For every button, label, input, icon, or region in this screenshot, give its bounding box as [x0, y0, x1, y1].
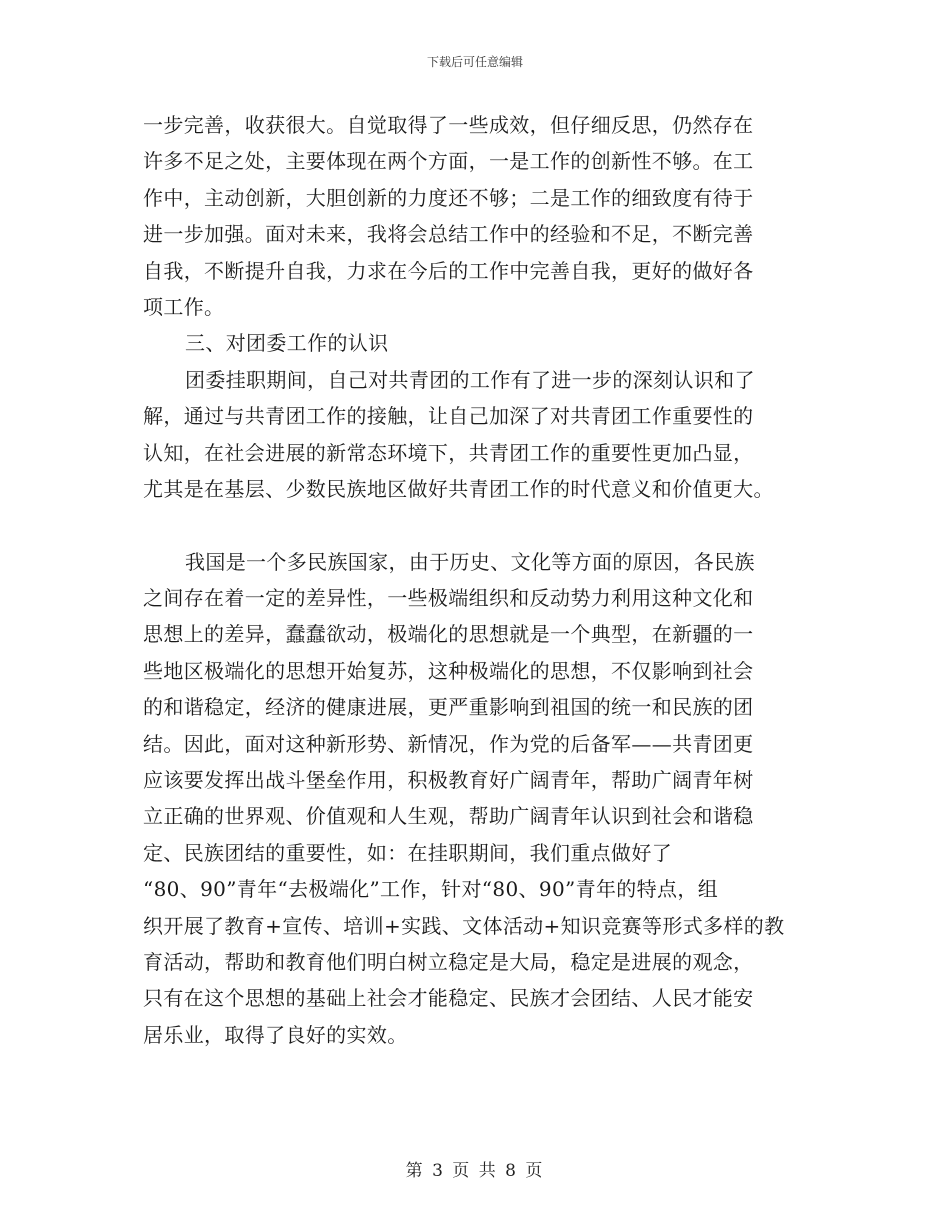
text-line: 项工作。: [143, 294, 225, 319]
text-line: 许多不足之处，主要体现在两个方面，一是工作的创新性不够。在工: [143, 149, 754, 174]
page-header: 下载后可任意编辑: [426, 55, 523, 69]
paragraph-gap: [143, 507, 813, 543]
text-line: 之间存在着一定的差异性，一些极端组织和反动势力利用这种文化和: [143, 586, 754, 611]
text-line: 只有在这个思想的基础上社会才能稳定、民族才会团结、人民才能安: [143, 986, 754, 1011]
text-line: 思想上的差异，蠢蠢欲动，极端化的思想就是一个典型，在新疆的一: [143, 622, 754, 647]
text-line: 进一步加强。面对未来，我将会总结工作中的经验和不足，不断完善: [143, 222, 754, 247]
text-line: 织开展了教育+宣传、培训+实践、文体活动+知识竞赛等形式多样的教: [143, 913, 785, 938]
text-line: 育活动，帮助和教育他们明白树立稳定是大局，稳定是进展的观念，: [143, 949, 754, 974]
text-line: 认知，在社会进展的新常态环境下，共青团工作的重要性更加凸显，: [143, 440, 754, 465]
section-heading: 三、对团委工作的认识: [185, 331, 389, 356]
text-line: 定、民族团结的重要性，如：在挂职期间，我们重点做好了: [143, 840, 673, 865]
text-line: 一步完善，收获很大。自觉取得了一些成效，但仔细反思，仍然存在: [143, 113, 754, 137]
text-line: 团委挂职期间，自己对共青团的工作有了进一步的深刻认识和了: [185, 367, 755, 392]
text-line: 自我，不断提升自我，力求在今后的工作中完善自我，更好的做好各: [143, 258, 754, 283]
text-line: 立正确的世界观、价值观和人生观，帮助广阔青年认识到社会和谐稳: [143, 804, 754, 829]
text-line: 我国是一个多民族国家，由于历史、文化等方面的原因，各民族: [185, 549, 755, 574]
text-line: 解，通过与共青团工作的接触，让自己加深了对共青团工作重要性的: [143, 404, 754, 429]
text-line: “80、90”青年“去极端化”工作，针对“80、90”青年的特点，组: [143, 877, 719, 902]
text-line: 应该要发挥出战斗堡垒作用，积极教育好广阔青年，帮助广阔青年树: [143, 768, 754, 793]
text-line: 结。因此，面对这种新形势、新情况，作为党的后备军——共青团更: [143, 731, 754, 756]
text-line: 的和谐稳定，经济的健康进展，更严重影响到祖国的统一和民族的团: [143, 695, 754, 720]
text-line: 些地区极端化的思想开始复苏，这种极端化的思想，不仅影响到社会: [143, 658, 754, 683]
document-body: [143, 107, 813, 1053]
text-line: 尤其是在基层、少数民族地区做好共青团工作的时代意义和价值更大。: [143, 476, 774, 501]
text-line: 作中，主动创新，大胆创新的力度还不够；二是工作的细致度有待于: [143, 185, 754, 210]
text-line: 居乐业，取得了良好的实效。: [143, 1022, 408, 1047]
page-footer: 第 3 页 共 8 页: [405, 1161, 545, 1181]
